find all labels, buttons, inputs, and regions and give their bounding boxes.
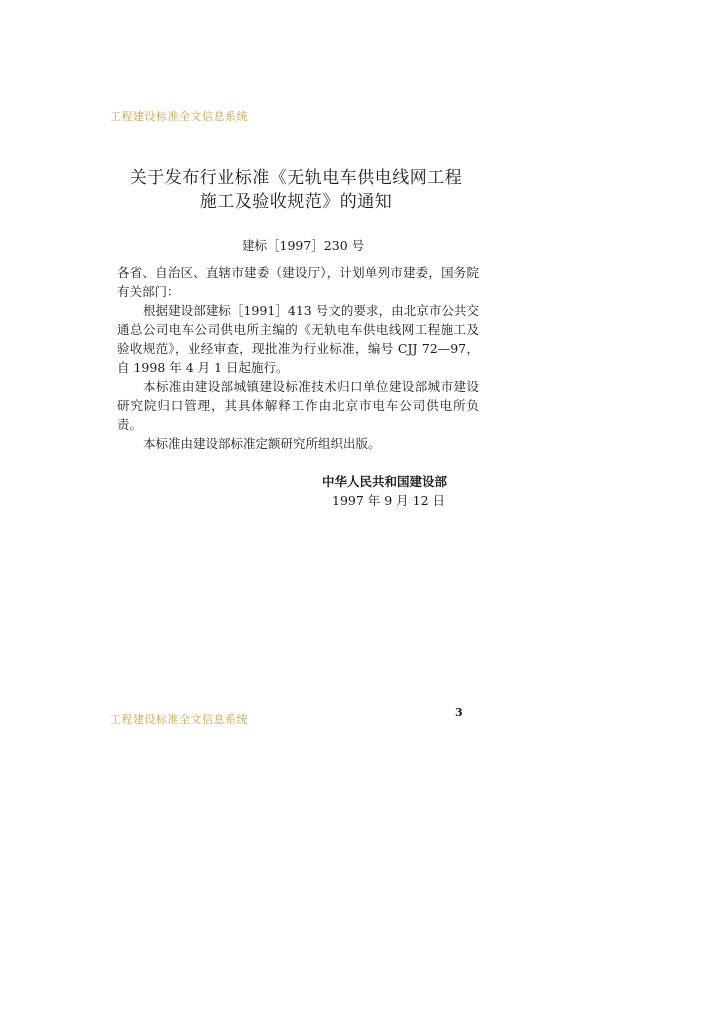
paragraph-management: 本标准由建设部城镇建设标准技术归口单位建设部城市建设研究院归口管理，其具体解释工作由北京市电车公司供电所负责。 — [117, 379, 479, 432]
page-title — [110, 166, 482, 214]
issue-date: 1997 年 9 月 12 日 — [332, 493, 446, 508]
paragraph-publication: 本标准由建设部标准定额研究所组织出版。 — [143, 436, 381, 451]
issuer-signature: 中华人民共和国建设部 — [322, 474, 448, 489]
title-line-1: 关于发布行业标准《无轨电车供电线网工程 — [129, 168, 463, 188]
document-number: 建标［1997］230 号 — [242, 238, 365, 253]
notice-body — [117, 263, 479, 453]
salutation: 各省、自治区、直辖市建委（建设厅），计划单列市建委，国务院有关部门： — [117, 265, 479, 299]
page-number: 3 — [455, 706, 463, 719]
watermark-top: 工程建设标准全文信息系统 — [110, 110, 248, 123]
title-line-2: 施工及验收规范》的通知 — [199, 192, 393, 212]
paragraph-approval: 根据建设部建标［1991］413 号文的要求，由北京市公共交通总公司电车公司供电所主编的《无轨电车供电线网工程施工及验收规范》，业经审查，现批准为行业标准，编号 CJJ 72—97，自 1998 年 4 月 1 日起施行。 — [117, 303, 479, 375]
watermark-bottom: 工程建设标准全文信息系统 — [110, 713, 248, 726]
